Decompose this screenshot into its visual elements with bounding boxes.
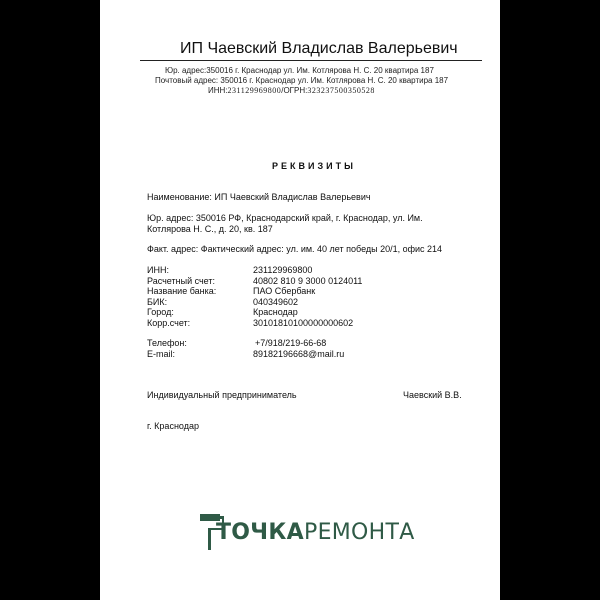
header-inn-label: ИНН: [208, 86, 228, 95]
header-divider [140, 60, 482, 61]
requisite-value: 40802 810 9 3000 0124011 [253, 276, 363, 286]
contact-phone[interactable]: +7/918/219-66-68 [255, 338, 327, 348]
header-ogrn-label: /ОГРН: [281, 86, 308, 95]
requisite-label: Корр.счет: [147, 318, 191, 328]
logo-text-light: РЕМОНТА [304, 520, 415, 545]
requisite-value: 040349602 [253, 297, 299, 307]
requisite-label: ИНН: [147, 265, 169, 275]
requisite-value: ПАО Сбербанк [253, 286, 316, 296]
requisite-value: Краснодар [253, 307, 298, 317]
city: г. Краснодар [147, 421, 199, 431]
signature-name: Чаевский В.В. [403, 390, 462, 400]
requisite-label: Расчетный счет: [147, 276, 216, 286]
logo-text-bold: ТОЧКА [216, 520, 304, 545]
legal-address-line1: Юр. адрес: 350016 РФ, Краснодарский край, г. Краснодар, ул. Им. [147, 213, 423, 223]
header-title: ИП Чаевский Владислав Валерьевич [180, 40, 458, 57]
header-postal-address: Почтовый адрес: 350016 г. Краснодар ул. Им. Котлярова Н. С. 20 квартира 187 [155, 76, 449, 85]
header-legal-address: Юр. адрес:350016 г. Краснодар ул. Им. Котлярова Н. С. 20 квартира 187 [165, 66, 434, 75]
header-inn: 231129969800 [227, 86, 282, 95]
company-name: Наименование: ИП Чаевский Владислав Валерьевич [147, 192, 371, 202]
document-page [100, 0, 500, 600]
signature-role: Индивидуальный предприниматель [147, 390, 297, 400]
header-ids [208, 86, 375, 95]
requisite-label: Город: [147, 307, 174, 317]
requisite-value: 30101810100000000602 [253, 318, 354, 328]
header-ogrn: 323237500350528 [307, 86, 375, 95]
requisite-label: БИК: [147, 297, 168, 307]
contact-label: E-mail: [147, 349, 176, 359]
page-heading: РЕКВИЗИТЫ [272, 161, 356, 171]
requisite-label: Название банка: [147, 286, 217, 296]
legal-address-line2: Котлярова Н. С., д. 20, кв. 187 [147, 224, 273, 234]
logo-text [216, 520, 415, 545]
requisite-value: 231129969800 [253, 265, 313, 275]
contact-label: Телефон: [147, 338, 187, 348]
actual-address: Факт. адрес: Фактический адрес: ул. им. 40 лет победы 20/1, офис 214 [147, 244, 443, 254]
contact-email[interactable]: 89182196668@mail.ru [253, 349, 345, 359]
tochka-remonta-logo [198, 512, 415, 552]
